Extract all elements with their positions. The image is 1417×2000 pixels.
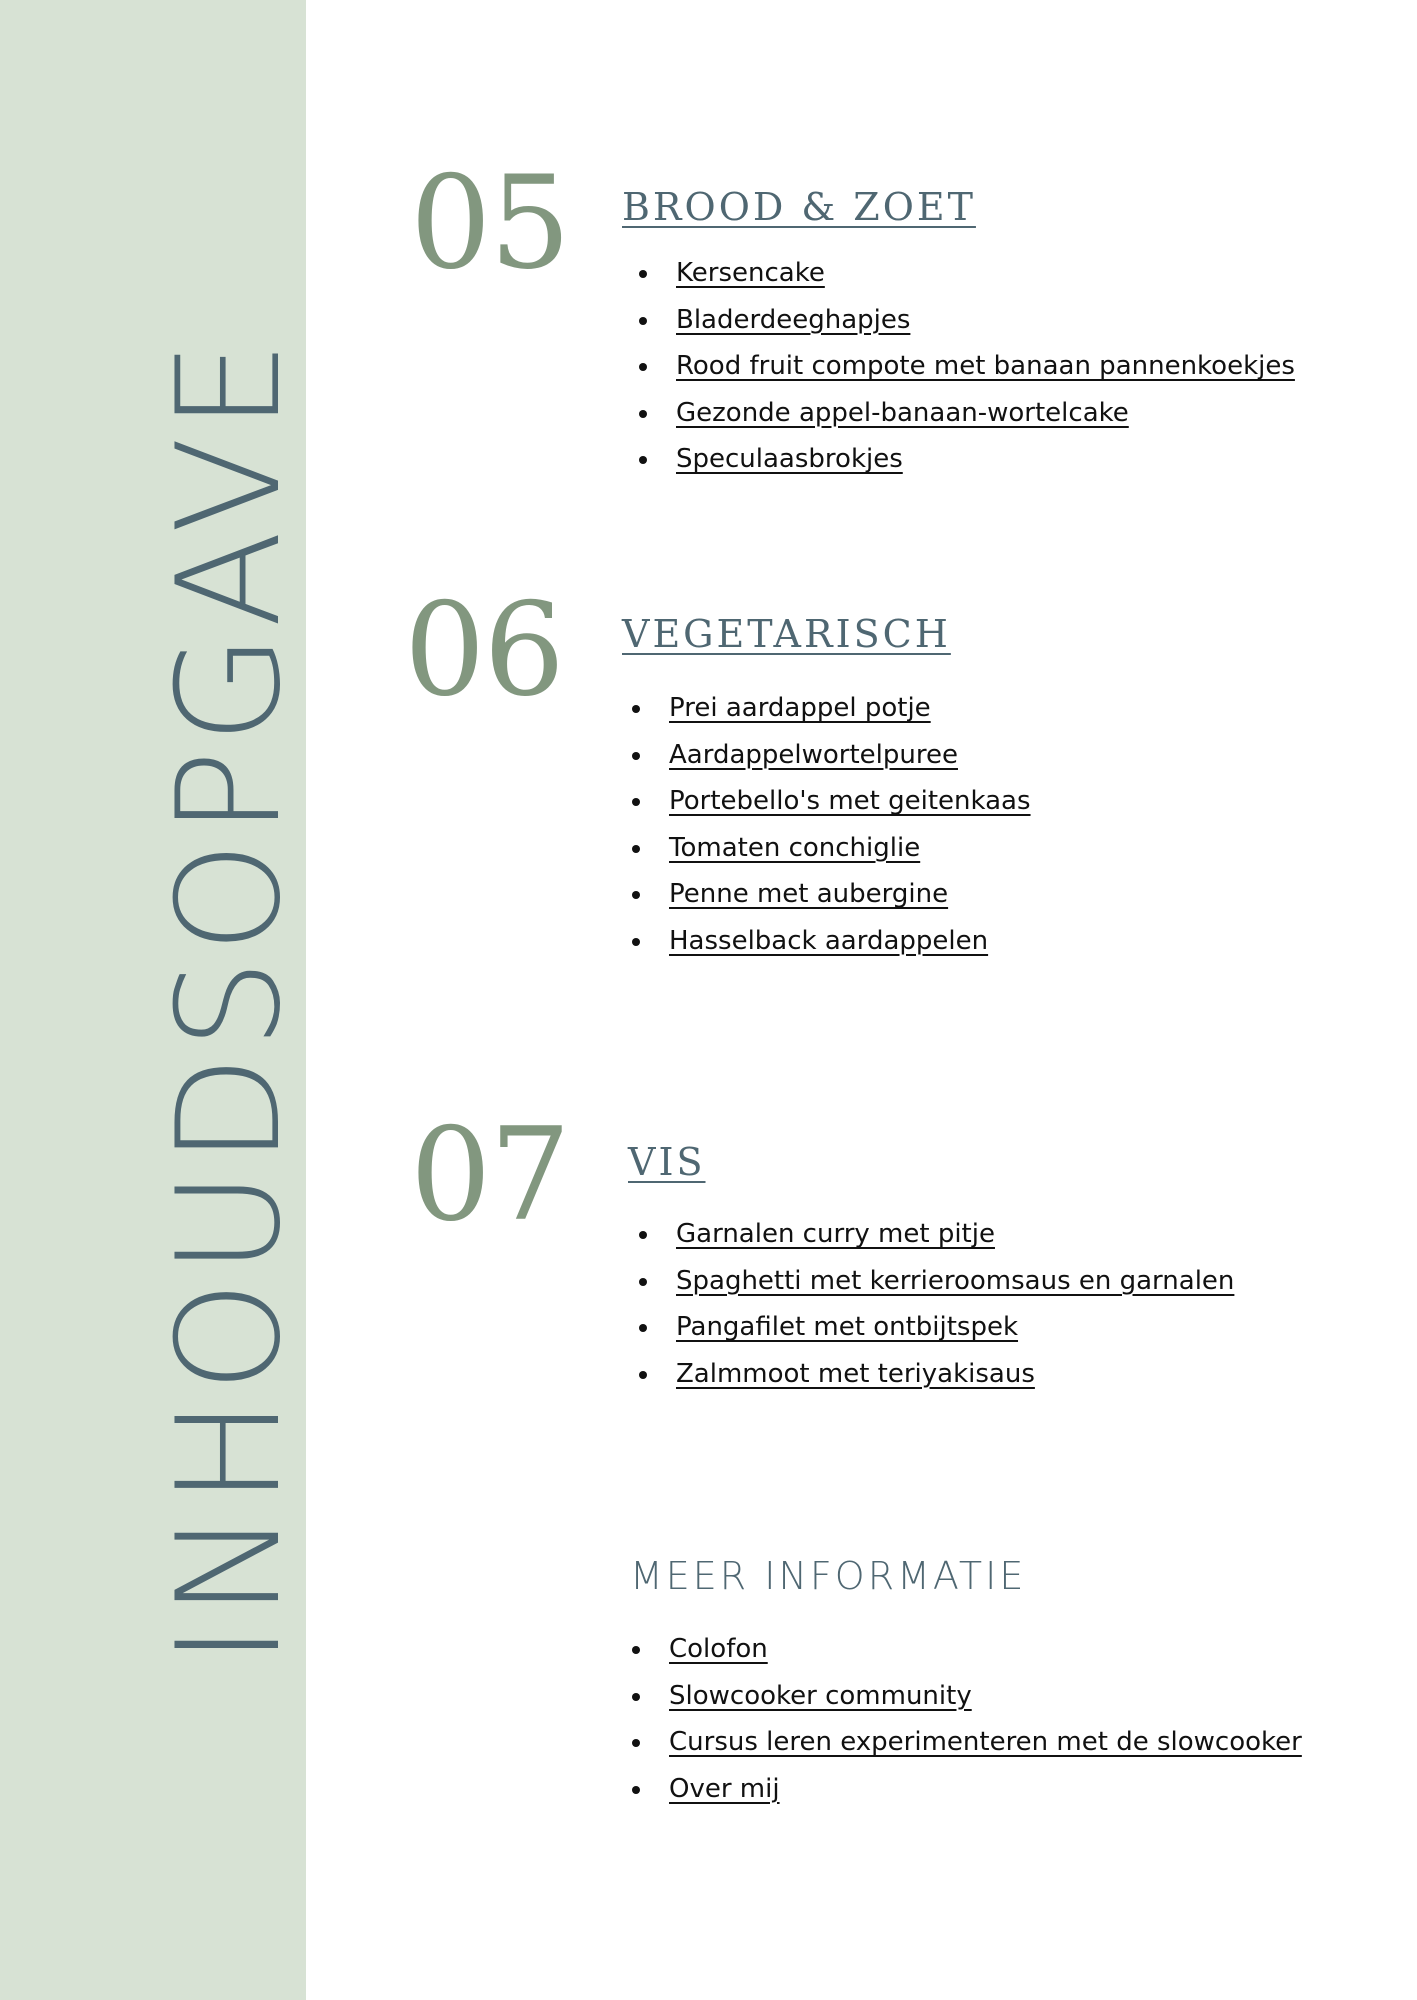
recipe-link[interactable]: Tomaten conchiglie — [669, 832, 921, 863]
section-number: 05 — [410, 149, 569, 298]
recipe-link[interactable]: Hasselback aardappelen — [669, 925, 989, 956]
info-link[interactable]: Slowcooker community — [669, 1680, 972, 1711]
list-item — [639, 436, 1295, 483]
recipe-link[interactable]: Pangafilet met ontbijtspek — [676, 1312, 1019, 1342]
recipe-link[interactable]: Rood fruit compote met banaan pannenkoekjes — [676, 351, 1295, 381]
recipe-link[interactable]: Spaghetti met kerrieroomsaus en garnalen — [676, 1265, 1235, 1296]
recipe-link[interactable]: Aardappelwortelpuree — [669, 739, 958, 770]
list-item — [639, 1304, 1234, 1351]
list-item — [632, 1626, 1302, 1673]
recipe-link[interactable]: Kersencake — [676, 258, 825, 288]
list-item — [632, 1673, 1302, 1720]
info-link[interactable]: Over mij — [669, 1773, 780, 1804]
section-number: 07 — [410, 1101, 569, 1250]
page-title: INHOUDSOPGAVE — [147, 334, 312, 1666]
list-item — [639, 1351, 1234, 1398]
sidebar-panel — [0, 0, 312, 2000]
section-number: 06 — [404, 576, 563, 725]
section-list-brood-zoet — [639, 250, 1295, 483]
recipe-link[interactable]: Portebello's met geitenkaas — [669, 786, 1031, 816]
list-item — [632, 1766, 1302, 1813]
list-item — [632, 918, 1031, 965]
info-link[interactable]: Cursus leren experimenteren met de slowcooker — [669, 1727, 1302, 1757]
list-item — [632, 732, 1031, 779]
section-list-vis — [639, 1211, 1234, 1397]
list-item — [632, 871, 1031, 918]
section-title-meer-informatie: MEER INFORMATIE — [630, 1554, 1027, 1598]
list-item — [639, 297, 1295, 344]
list-item — [632, 825, 1031, 872]
info-link[interactable]: Colofon — [669, 1634, 768, 1664]
list-item — [639, 1258, 1234, 1305]
list-item — [639, 343, 1295, 390]
recipe-link[interactable]: Prei aardappel potje — [669, 693, 931, 723]
recipe-link[interactable]: Penne met aubergine — [669, 879, 949, 909]
section-title-vegetarisch[interactable]: VEGETARISCH — [622, 612, 951, 656]
recipe-link[interactable]: Speculaasbrokjes — [676, 444, 903, 474]
list-item — [632, 1719, 1302, 1766]
list-item — [639, 1211, 1234, 1258]
recipe-link[interactable]: Gezonde appel-banaan-wortelcake — [676, 397, 1129, 428]
section-title-brood-zoet[interactable]: BROOD & ZOET — [622, 185, 976, 229]
section-title-vis[interactable]: VIS — [628, 1140, 706, 1184]
recipe-link[interactable]: Garnalen curry met pitje — [676, 1219, 995, 1249]
list-item — [639, 390, 1295, 437]
section-list-meer-informatie — [632, 1626, 1302, 1812]
recipe-link[interactable]: Bladerdeeghapjes — [676, 304, 911, 335]
recipe-link[interactable]: Zalmmoot met teriyakisaus — [676, 1358, 1035, 1389]
list-item — [639, 250, 1295, 297]
list-item — [632, 685, 1031, 732]
section-list-vegetarisch — [632, 685, 1031, 964]
list-item — [632, 778, 1031, 825]
